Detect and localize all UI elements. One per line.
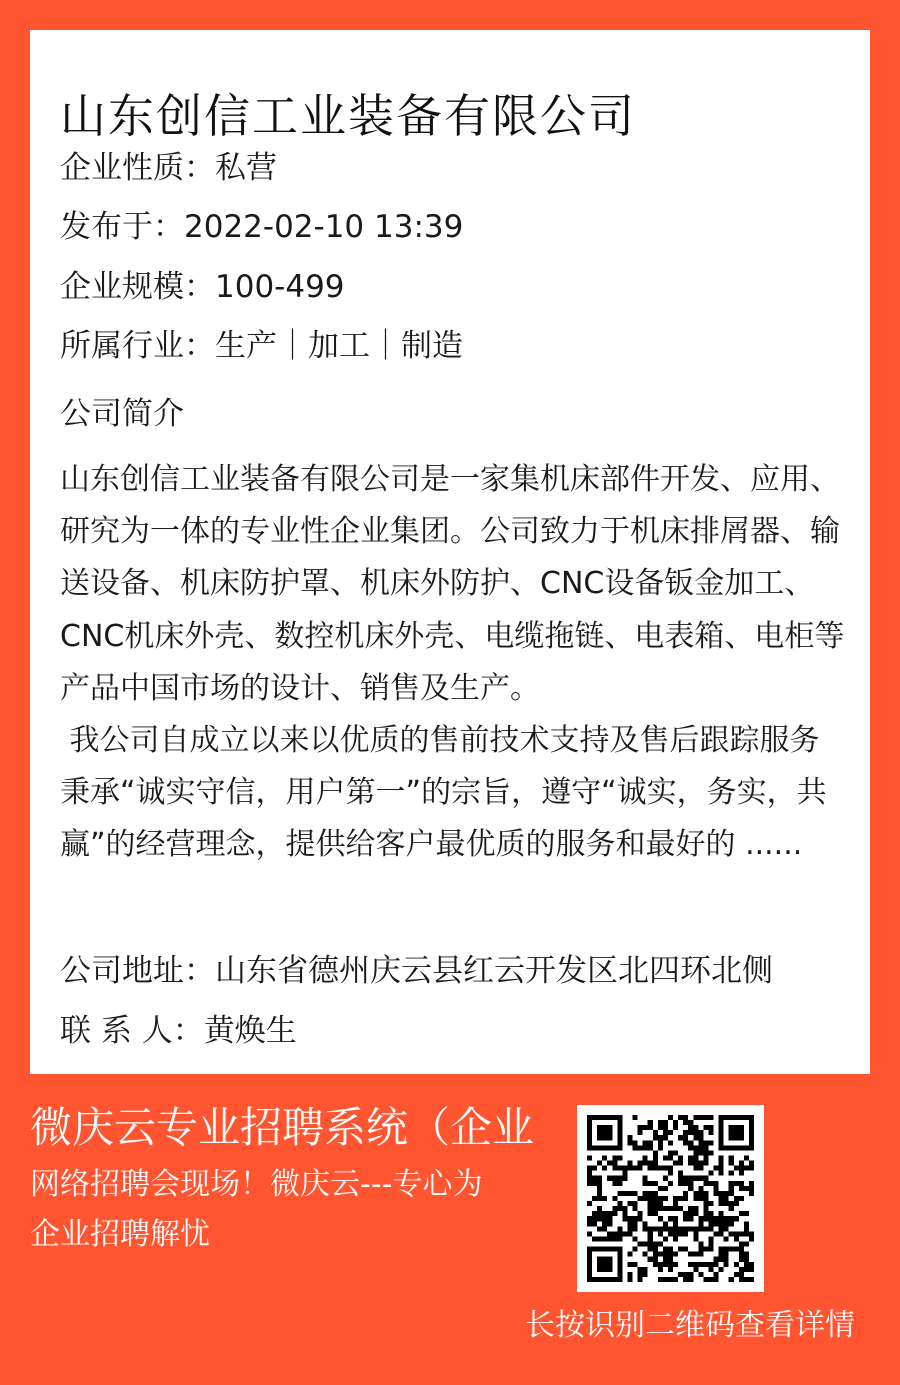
company-scale: 企业规模：100-499 xyxy=(60,269,345,305)
contact-person: 联 系 人：黄焕生 xyxy=(60,1013,297,1049)
publish-time: 发布于：2022-02-10 13:39 xyxy=(60,209,464,245)
company-intro: 山东创信工业装备有限公司是一家集机床部件开发、应用、研究为一体的专业性企业集团。公司致力于机床排屑器、输送设备、机床防护罩、机床外防护、CNC设备钣金加工、CNC机床外壳、数控机床外壳、电缆拖链、电表箱、电柜等产品中国市场的设计、销售及生产。 我公司自成立以来以优质的售前技术支持及售后跟踪服务秉承“诚实守信，用户第一”的宗旨，遵守“诚实，务实，共赢”的经营理念，提供给客户最优质的服务和最好的 ...... xyxy=(60,462,845,863)
qr-code-icon xyxy=(587,1115,754,1282)
company-card xyxy=(30,30,870,1074)
footer-subtitle: 网络招聘会现场！微庆云---专心为企业招聘解忧 xyxy=(30,1167,483,1252)
intro-heading: 公司简介 xyxy=(60,396,184,432)
company-name: 山东创信工业装备有限公司 xyxy=(60,89,636,143)
qr-code[interactable] xyxy=(577,1105,764,1292)
footer-title: 微庆云专业招聘系统（企业 xyxy=(30,1103,535,1152)
company-address: 公司地址：山东省德州庆云县红云开发区北四环北侧 xyxy=(60,953,773,989)
company-nature: 企业性质：私营 xyxy=(60,150,277,186)
qr-caption: 长按识别二维码查看详情 xyxy=(525,1308,855,1343)
company-industry: 所属行业：生产｜加工｜制造 xyxy=(60,328,463,364)
